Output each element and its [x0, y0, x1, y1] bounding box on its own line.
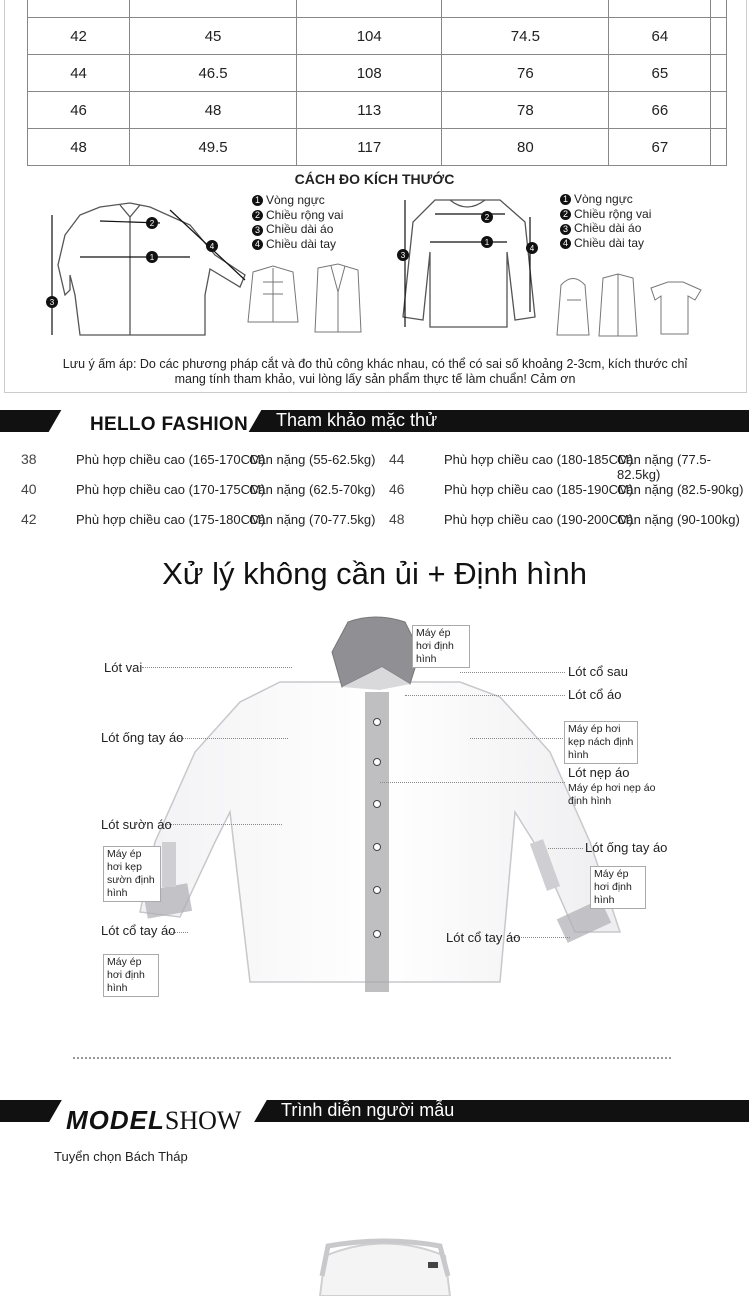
table-cell: 80: [442, 129, 609, 166]
measure-legend-left: [252, 193, 343, 251]
legend-text: Vòng ngực: [266, 193, 325, 207]
legend-item: [252, 237, 343, 252]
box-label-collar: Máy ép hơi định hình: [412, 625, 470, 668]
table-cell: 117: [297, 129, 442, 166]
fit-size: 46: [389, 481, 405, 497]
legend-item: [252, 222, 343, 237]
leader-line: [460, 672, 565, 673]
label-lot-ong-tay: Lót ống tay áo: [101, 730, 184, 745]
fit-weight: Cân nặng (70-77.5kg): [249, 512, 376, 527]
measure-note: [40, 357, 710, 387]
legend-number: 1: [560, 194, 571, 205]
fit-size: 44: [389, 451, 405, 467]
table-row: [28, 0, 727, 18]
table-cell: 66: [609, 92, 711, 129]
legend-number: 4: [252, 239, 263, 250]
table-cell: 44: [28, 55, 130, 92]
table-cell: 46: [28, 92, 130, 129]
legend-number: 1: [252, 195, 263, 206]
fit-weight: Cân nặng (90-100kg): [617, 512, 740, 527]
table-cell: 49.5: [130, 129, 297, 166]
svg-text:2: 2: [484, 213, 490, 222]
leader-line: [162, 824, 282, 825]
table-row: [28, 92, 727, 129]
note-line-2: mang tính tham khảo, vui lòng lấy sản phẩm thực tế làm chuẩn! Cảm ơn: [174, 372, 576, 386]
table-cell: 45: [130, 18, 297, 55]
jacket-sketches-icon: [243, 262, 368, 337]
table-cell: 46.5: [130, 55, 297, 92]
svg-text:3: 3: [400, 251, 406, 260]
brand-model-show: [66, 1105, 241, 1136]
svg-text:2: 2: [149, 219, 155, 228]
fit-height: Phù hợp chiều cao (180-185CM): [444, 452, 634, 467]
label-nep-desc: Máy ép hơi nẹp áo định hình: [568, 782, 656, 807]
fit-height: Phù hợp chiều cao (165-170CM): [76, 452, 266, 467]
size-table: [27, 0, 727, 166]
label-lot-co-tay: Lót cổ tay áo: [101, 923, 176, 938]
model-word: MODEL: [66, 1105, 165, 1135]
table-row: [28, 129, 727, 166]
note-line-1: Lưu ý ấm áp: Do các phương pháp cắt và đo thủ công khác nhau, có thể có sai số khoảng 2-3cm, kích thước chỉ: [62, 357, 688, 371]
table-cell: [711, 18, 727, 55]
legend-number: 3: [252, 225, 263, 236]
legend-item: [252, 193, 343, 208]
svg-text:4: 4: [209, 242, 215, 251]
sweater-measure-diagram: [395, 192, 545, 337]
legend-number: 3: [560, 224, 571, 235]
measure-legend-right: [560, 192, 651, 250]
fit-weight: Cân nặng (55-62.5kg): [249, 452, 376, 467]
legend-item: [560, 221, 651, 236]
fit-weight: Cân nặng (82.5-90kg): [617, 482, 744, 497]
fit-size: 40: [21, 481, 37, 497]
fit-height: Phù hợp chiều cao (175-180CM): [76, 512, 266, 527]
legend-text: Chiều dài áo: [266, 222, 334, 237]
legend-text: Chiều rộng vai: [266, 207, 344, 222]
show-word: SHOW: [164, 1106, 242, 1135]
model-shirt-collar: [300, 1236, 470, 1296]
measure-title: CÁCH ĐO KÍCH THƯỚC: [294, 171, 455, 187]
shirt-measure-diagram: [40, 195, 250, 340]
legend-number: 2: [560, 209, 571, 220]
leader-line: [405, 695, 565, 696]
box-label-kep-suon: Máy ép hơi kẹp sườn định hình: [103, 846, 161, 902]
fit-height: Phù hợp chiều cao (170-175CM): [76, 482, 266, 497]
leader-line: [380, 782, 565, 783]
legend-number: 4: [560, 238, 571, 249]
table-row: [28, 55, 727, 92]
fit-height: Phù hợp chiều cao (190-200CM): [444, 512, 634, 527]
table-cell: 113: [297, 92, 442, 129]
fit-size: 42: [21, 511, 37, 527]
fit-size: 48: [389, 511, 405, 527]
fitting-title: Tham khảo mặc thử: [276, 410, 438, 430]
table-cell: [711, 55, 727, 92]
legend-item: [560, 207, 651, 222]
label-lot-vai: Lót vai: [104, 660, 143, 675]
legend-item: [560, 192, 651, 207]
label-lot-suon: Lót sườn áo: [101, 817, 172, 832]
table-cell: 67: [609, 129, 711, 166]
box-label-ong-tay: Máy ép hơi định hình: [590, 866, 646, 909]
table-cell: 108: [297, 55, 442, 92]
legend-text: Chiều rộng vai: [574, 206, 652, 221]
label-lot-nep: Lót nẹp áo: [568, 765, 630, 780]
label-lot-co-sau: Lót cổ sau: [568, 664, 628, 679]
brand-hello-fashion: HELLO FASHION: [90, 414, 249, 435]
hoodie-sketches-icon: [553, 270, 708, 340]
table-cell: [711, 92, 727, 129]
table-cell: 65: [609, 55, 711, 92]
table-cell: 76: [442, 55, 609, 92]
leader-line: [470, 738, 565, 739]
leader-line: [548, 848, 583, 849]
table-cell: 64: [609, 18, 711, 55]
svg-text:1: 1: [149, 253, 155, 262]
box-label-co-tay: Máy ép hơi định hình: [103, 954, 159, 997]
table-cell: 78: [442, 92, 609, 129]
table-cell: 74.5: [442, 18, 609, 55]
legend-text: Chiều dài tay: [574, 235, 645, 250]
box-label-nach: Máy ép hơi kẹp nách định hình: [564, 721, 638, 764]
label-lot-co-ao: Lót cổ áo: [568, 687, 622, 702]
fit-weight: Cân nặng (77.5-82.5kg): [617, 452, 711, 482]
section-divider: [73, 1057, 671, 1059]
legend-text: Vòng ngực: [574, 192, 633, 206]
fit-size: 38: [21, 451, 37, 467]
leader-line: [142, 667, 292, 668]
label-lot-ong-tay-right: Lót ống tay áo: [585, 840, 668, 855]
model-title: Trình diễn người mẫu: [281, 1100, 455, 1120]
table-cell: 48: [28, 129, 130, 166]
legend-text: Chiều dài áo: [574, 221, 642, 236]
fit-height: Phù hợp chiều cao (185-190CM): [444, 482, 634, 497]
table-cell: 42: [28, 18, 130, 55]
svg-text:4: 4: [529, 244, 535, 253]
shirt-section-title: Xử lý không cần ủi + Định hình: [162, 556, 587, 591]
legend-number: 2: [252, 210, 263, 221]
label-lot-co-tay-right: Lót cổ tay áo: [446, 930, 521, 945]
shirt-illustration: [120, 612, 640, 1002]
legend-item: [252, 208, 343, 223]
table-cell: 104: [297, 18, 442, 55]
table-cell: 48: [130, 92, 297, 129]
legend-item: [560, 236, 651, 251]
table-row: [28, 18, 727, 55]
model-subtitle: Tuyển chọn Bách Tháp: [54, 1149, 188, 1164]
svg-text:3: 3: [49, 298, 55, 307]
fit-weight: Cân nặng (62.5-70kg): [249, 482, 376, 497]
leader-line: [178, 738, 288, 739]
legend-text: Chiều dài tay: [266, 236, 337, 251]
table-cell: [711, 129, 727, 166]
svg-text:1: 1: [484, 238, 490, 247]
